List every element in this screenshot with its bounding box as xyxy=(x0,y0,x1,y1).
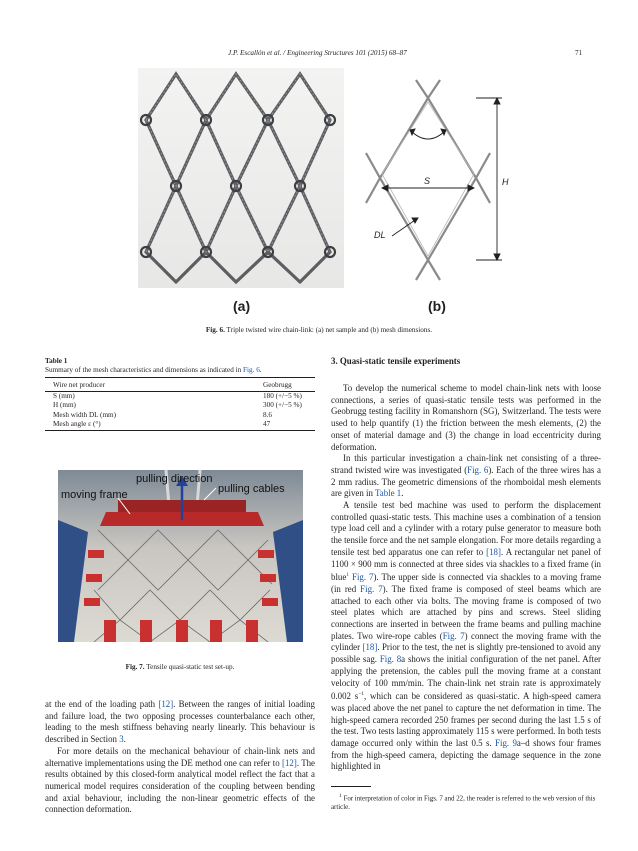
table1-top-rule xyxy=(45,377,315,378)
paragraph xyxy=(45,699,315,746)
figure6-caption xyxy=(40,326,598,334)
table-ref-link[interactable]: Table 1 xyxy=(374,488,402,499)
table1 xyxy=(53,381,315,429)
paragraph xyxy=(331,500,601,773)
figure7-caption-text: Tensile quasi-static test set-up. xyxy=(146,663,235,671)
table-row xyxy=(53,411,315,420)
diagram-label-h: H xyxy=(502,177,509,187)
text-run: ). Each of the three wires has a 2 mm radius. The geometric dimensions of the rhomboidal mesh elements are given in xyxy=(331,464,601,499)
table-cell: S (mm) xyxy=(53,392,75,401)
citation-link[interactable]: [18] xyxy=(362,642,378,653)
figure7-label-moving-frame: moving frame xyxy=(61,489,128,501)
running-header: J.P. Escallón et al. / Engineering Structures 101 (2015) 68–87 xyxy=(228,49,407,57)
footnote-text: For interpretation of color in Figs. 7 and 22, the reader is referred to the web version of this article. xyxy=(331,795,596,812)
figure7-label-pulling-direction: pulling direction xyxy=(136,473,213,485)
citation-link[interactable]: [12] xyxy=(158,699,174,709)
text-run: ). The fixed frame is composed of steel beams which are attached to each other via bolts. The moving frame is composed of two steel plates which are attached by pins and screws. Steel sliding connections are inserted in between the frame beams and pulling machine plates. Two wire-rope cables ( xyxy=(331,583,601,641)
paragraph xyxy=(331,453,601,500)
text-run: . The results obtained by this closed-form analytical model reflect the fact that a numerical model requires consideration of the coupling between bending and axial behaviour, including the non-linear geometric effects of the connection deformation. xyxy=(45,757,315,815)
text-run: a–d shows four frames from the high-speed camera, depicting the damage sequence in the zone highlighted in xyxy=(331,738,601,772)
figure6a-label: (a) xyxy=(233,298,251,314)
figure7-photo xyxy=(58,470,303,642)
page-number: 71 xyxy=(575,49,583,57)
figure6a-photo xyxy=(138,68,344,288)
figure-ref-link[interactable]: Fig. 8 xyxy=(379,654,402,665)
figure-ref-link[interactable]: Fig. 7 xyxy=(360,583,383,594)
text-run: ). The upper side is connected via shackles to a moving frame (in red xyxy=(331,572,602,594)
table1-caption xyxy=(45,366,262,374)
citation-link[interactable]: [12] xyxy=(282,757,297,768)
table1-caption-end: . xyxy=(259,366,262,374)
text-run: . Prior to the test, the net is slightly pre-tensioned to avoid any possible sag. xyxy=(331,642,601,665)
table-cell: 47 xyxy=(263,419,271,428)
figure6-caption-text: Triple twisted wire chain-link: (a) net sample and (b) mesh dimensions. xyxy=(226,326,433,334)
table-cell: Mesh angle ε (°) xyxy=(53,419,101,428)
table-header-row xyxy=(53,381,315,390)
footnote-rule xyxy=(331,786,371,787)
table-cell: 300 (+/−5 %) xyxy=(263,401,302,410)
table-cell: H (mm) xyxy=(53,401,76,410)
exponent: −1 xyxy=(358,691,365,698)
text-run: ) connect the moving frame with the cylinder xyxy=(331,630,601,653)
section-title: 3. Quasi-static tensile experiments xyxy=(331,356,461,366)
left-column-text xyxy=(45,699,315,816)
footnote xyxy=(331,792,603,812)
figure-ref-link[interactable]: Fig. 6 xyxy=(467,464,489,475)
section-ref-link[interactable]: 3 xyxy=(119,734,124,745)
footnote-marker: 1 xyxy=(339,793,342,799)
right-column-text xyxy=(331,383,601,773)
table-row xyxy=(53,401,315,410)
figure6-ref-link[interactable]: Fig. 6 xyxy=(243,366,260,374)
diagram-label-s: S xyxy=(424,176,431,186)
paragraph: To develop the numerical scheme to model chain-link nets with loose connections, a series of quasi-static tensile tests was performed in the Geobrugg testing facility in Romanshorn (SG), Switzerland. The tests were used to help quantify (1) the friction between the mesh elements, (2) the onset of material damage and (3) the change in load eccentricity during deformation. xyxy=(331,383,601,452)
table-cell: 180 (+/−5 %) xyxy=(263,392,302,401)
citation-link[interactable]: [18] xyxy=(486,546,501,557)
figure7-label-pulling-cables: pulling cables xyxy=(218,483,285,495)
figure7-caption xyxy=(45,663,315,671)
table1-caption-text: Summary of the mesh characteristics and dimensions as indicated in xyxy=(45,366,244,374)
text-run: at the end of the loading path xyxy=(45,699,159,709)
footnote-marker-link[interactable]: 1 xyxy=(346,572,350,579)
text-run: . xyxy=(123,734,126,745)
figure-ref-link[interactable]: Fig. 9 xyxy=(495,738,517,749)
figure6b-diagram xyxy=(360,68,510,288)
table1-bottom-rule xyxy=(45,430,315,431)
text-run: In this particular investigation a chain-link net consisting of a three-strand twisted wire was investigated ( xyxy=(331,453,601,475)
paragraph xyxy=(45,746,315,816)
figure-ref-link[interactable]: Fig. 7 xyxy=(352,572,374,583)
figure6b-label: (b) xyxy=(428,298,446,314)
figure7-caption-label: Fig. 7. xyxy=(125,663,145,671)
text-run: A tensile test bed machine was used to perform the displacement controlled quasi-static tests. This machine uses a combination of a tension type load cell and a cylinder with a rotary pulse generator to measure both the tensile force and the net sample elongation. For more details regarding a tensile test bed apparatus one can refer to xyxy=(331,500,601,557)
text-run: , which can be considered as quasi-static. A high-speed camera was placed above the net panel to capture the net deformation in time. The high-speed camera recorded 250 frames per second during the last 1.5 s of the test. Two tests lasting approximately 115 s were performed. In both tests damage occurred only within the last 0.5 s. xyxy=(331,691,602,749)
text-run: . A rectangular net panel of 1100 × 900 mm is connected at three sides via shackles to a fixed frame (in blue xyxy=(331,546,602,583)
text-run: . Between the ranges of initial loading and failure load, the two opposing processes counterbalance each other, leading to the mesh stiffness behaving nearly linearly. This behaviour is described in Section xyxy=(45,699,315,745)
text-run: For more details on the mechanical behaviour of chain-link nets and alternative implementations using the DE method one can refer to xyxy=(45,745,315,768)
table-header-cell: Wire net producer xyxy=(53,381,105,389)
table-cell: Mesh width DL (mm) xyxy=(53,410,117,419)
table1-title: Table 1 xyxy=(45,357,68,365)
table-row xyxy=(53,420,315,429)
text-run: a shows the initial configuration of the net panel. After applying the pretension, the cables pull the moving frame at a constant velocity of 100 mm/min. The chain-link net strain rate is approximately 0.002 s xyxy=(331,654,601,702)
diagram-label-dl: DL xyxy=(374,230,386,240)
figure-ref-link[interactable]: Fig. 7 xyxy=(442,630,465,641)
text-run: . xyxy=(401,488,404,499)
figure6-caption-label: Fig. 6. xyxy=(205,326,225,334)
table-cell: 8.6 xyxy=(263,410,272,419)
table-header-cell: Geobrugg xyxy=(263,381,292,389)
table-row xyxy=(53,392,315,401)
